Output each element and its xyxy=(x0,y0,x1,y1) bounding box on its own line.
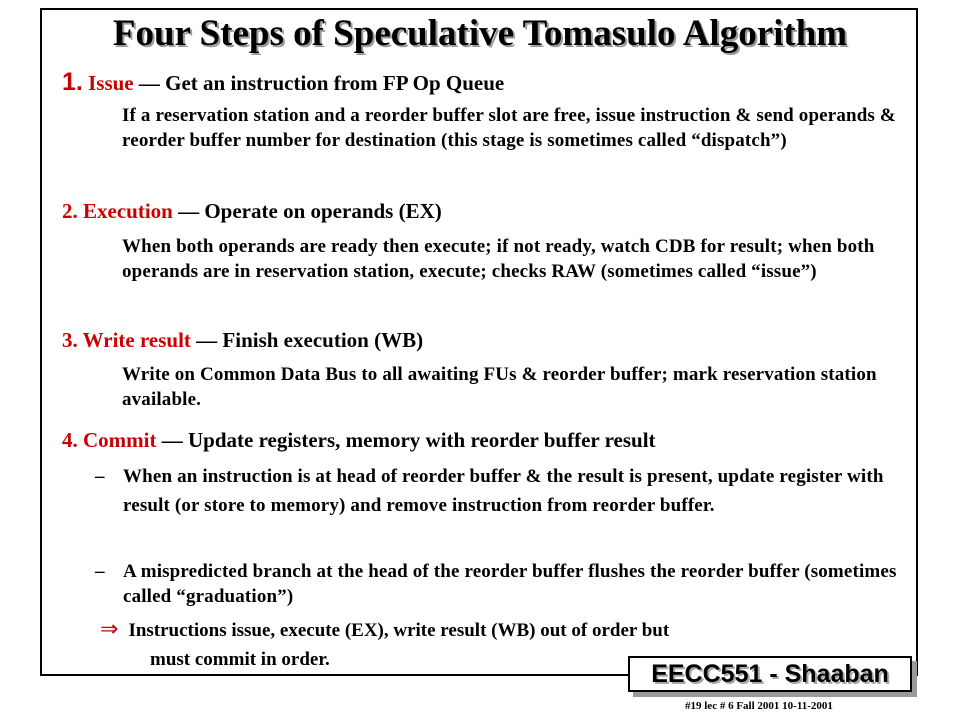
bullet-text: A mispredicted branch at the head of the reorder buffer flushes the reorder buffer (sometimes called “graduation”) xyxy=(123,561,897,607)
step-2-dash: — xyxy=(178,199,200,223)
conclusion-line-2: must commit in order. xyxy=(150,648,330,670)
slide-title: Four Steps of Speculative Tomasulo Algorithm xyxy=(112,13,848,54)
step-4-heading xyxy=(62,428,656,453)
implies-arrow-icon: ⇒ xyxy=(100,617,119,642)
step-2-number: 2. xyxy=(62,199,78,223)
step-1-summary: Get an instruction from FP Op Queue xyxy=(165,71,505,95)
step-3-name: Write result xyxy=(82,328,191,352)
step-2-detail: When both operands are ready then execute; if not ready, watch CDB for result; when both operands are in reservation station, execute; checks RAW (sometimes called “issue”) xyxy=(122,236,875,283)
conclusion-line-1: Instructions issue, execute (EX), write result (WB) out of order but xyxy=(128,620,670,641)
step-4-name: Commit xyxy=(83,428,157,452)
step-1-detail: If a reservation station and a reorder buffer slot are free, issue instruction & send operands & reorder buffer number for destination (this stage is sometimes called “dispatch”) xyxy=(122,105,896,152)
bullet-text: When an instruction is at head of reorder buffer & the result is present, update register with result (or store to memory) and remove instruction from reorder buffer. xyxy=(123,466,884,516)
step-1-heading xyxy=(62,68,504,97)
step-2-summary: Operate on operands (EX) xyxy=(204,199,442,223)
step-3-dash: — xyxy=(196,328,218,352)
step-2-name: Execution xyxy=(83,199,173,223)
step-2-heading xyxy=(62,199,442,224)
step-1-name: Issue xyxy=(88,71,134,95)
step-4-summary: Update registers, memory with reorder buffer result xyxy=(187,428,656,452)
bullet-dash: – xyxy=(95,466,105,487)
bullet-dash: – xyxy=(95,561,105,582)
step-3-heading xyxy=(62,328,423,353)
step-3-number: 3. xyxy=(62,328,78,352)
step-1-dash: — xyxy=(138,71,160,95)
step-4-number: 4. xyxy=(62,428,78,452)
step-4-dash: — xyxy=(161,428,183,452)
course-badge: EECC551 - Shaaban xyxy=(628,656,912,692)
step-3-detail: Write on Common Data Bus to all awaiting FUs & reorder buffer; mark reservation station available. xyxy=(122,364,877,411)
step-1-number: 1. xyxy=(62,68,83,96)
slide-footer: #19 lec # 6 Fall 2001 10-11-2001 xyxy=(685,700,833,712)
step-3-summary: Finish execution (WB) xyxy=(222,328,424,352)
